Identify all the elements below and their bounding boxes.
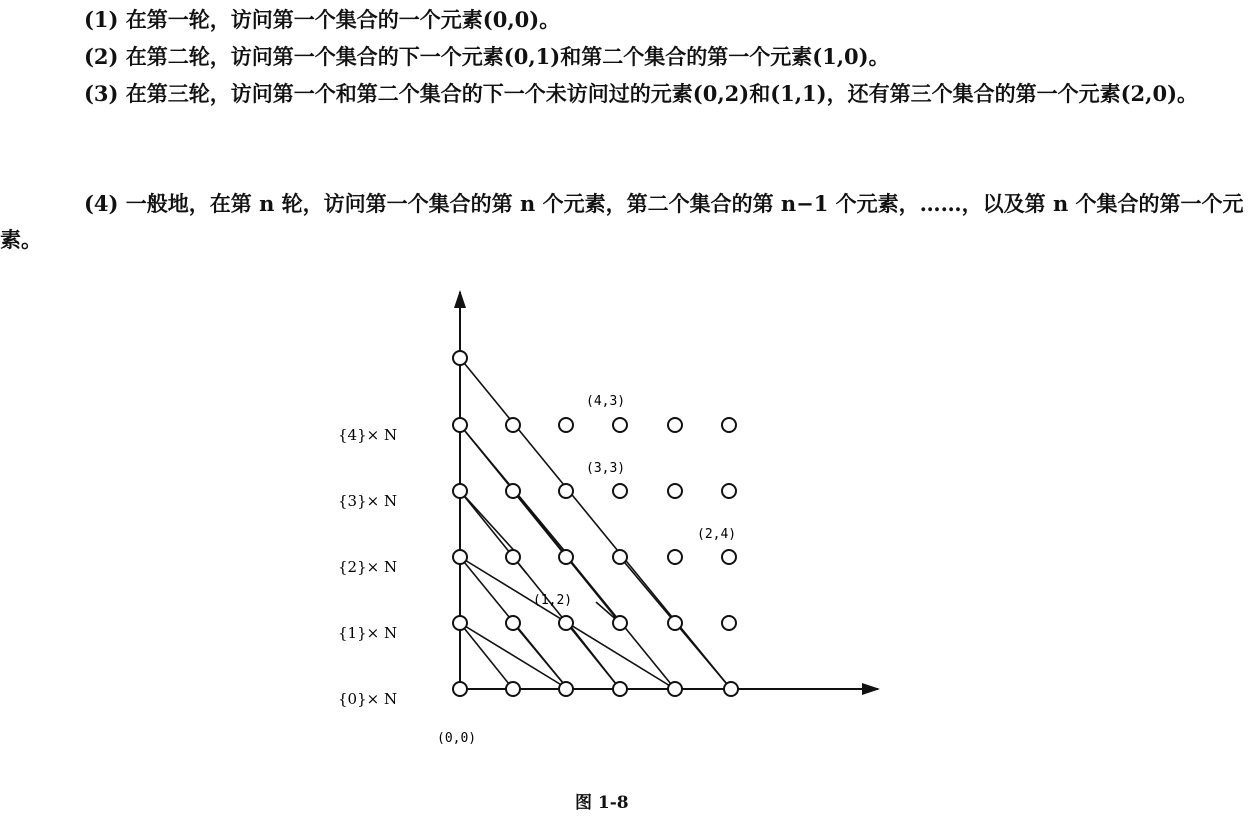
paragraph-3: (3) 在第三轮，访问第一个和第二个集合的下一个未访问过的元素(0,2)和(1,1)，还有第三个集合的第一个元素(2,0)。 (84, 81, 1199, 106)
point-label-1-2: (1,2) (533, 593, 573, 608)
paragraph-1: (1) 在第一轮，访问第一个集合的一个元素(0,0)。 (84, 7, 561, 32)
paragraph-2: (2) 在第二轮，访问第一个集合的下一个元素(0,1)和第二个集合的第一个元素(1,0)。 (84, 44, 890, 69)
point-label-3-3: (3,3) (586, 461, 626, 476)
row-label-4: {4}× N (338, 426, 398, 444)
point-label-2-4: (2,4) (697, 527, 737, 542)
row-label-0: {0}× N (338, 690, 398, 708)
paragraph-4: (4) 一般地，在第 n 轮，访问第一个集合的第 n 个元素，第二个集合的第 n−1 个元素，……，以及第 n 个集合的第一个元素。 (0, 191, 1244, 252)
row-label-2: {2}× N (338, 558, 398, 576)
point-label-0-0: (0,0) (437, 731, 477, 746)
point-label-4-3: (4,3) (586, 394, 626, 409)
row-label-1: {1}× N (338, 624, 398, 642)
figure-caption: 图 1-8 (575, 793, 629, 813)
row-label-3: {3}× N (338, 492, 398, 510)
